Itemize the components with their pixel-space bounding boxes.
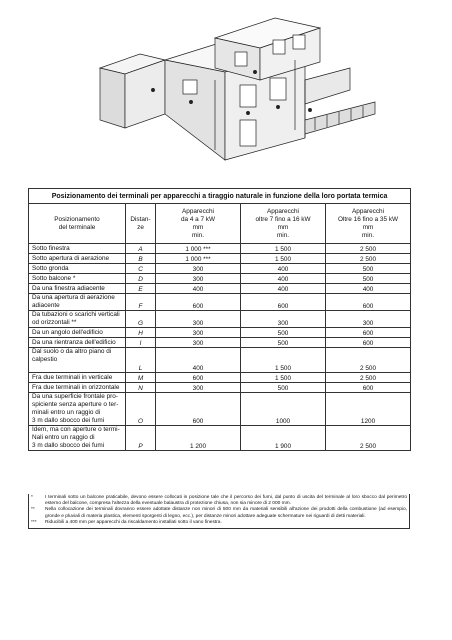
position-cell: Sotto balcone * [29, 274, 126, 284]
distance-cell: O [126, 393, 156, 426]
header-cell-line: min. [361, 231, 375, 239]
footnote-text: Riducibili a 400 mm per apparecchi da riscaldamento installati sotto il vano finestra. [45, 519, 222, 525]
position-cell: Dal suolo o da altro piano di calpestio [29, 348, 126, 373]
table-row [29, 294, 411, 311]
value-cell: 600 [326, 383, 411, 393]
value-cell: 300 [156, 264, 241, 274]
table-row [29, 373, 411, 383]
footnote [31, 520, 407, 526]
distance-cell: H [126, 328, 156, 338]
distance-cell: P [126, 426, 156, 451]
value-cell: 300 [326, 311, 411, 328]
value-cell: 2 500 [326, 426, 411, 451]
header-cell-line: Distan- [130, 215, 151, 223]
value-cell: 1000 [241, 393, 326, 426]
header-cell-line: min. [276, 231, 290, 239]
distance-cell: I [126, 338, 156, 348]
header-cell [29, 204, 126, 244]
table-row [29, 383, 411, 393]
distance-cell: A [126, 244, 156, 254]
table-title: Posizionamento dei terminali per apparecchi a tiraggio naturale in funzione della loro portata termica [29, 189, 411, 204]
value-cell: 500 [241, 338, 326, 348]
footnote [31, 507, 407, 519]
value-cell: 300 [241, 311, 326, 328]
terminal-position-table [28, 188, 411, 451]
header-cell-line: min. [191, 231, 205, 239]
distance-cell: B [126, 254, 156, 264]
footnote-mark: * [31, 495, 33, 500]
distance-cell: G [126, 311, 156, 328]
value-cell: 300 [156, 274, 241, 284]
distance-cell: F [126, 294, 156, 311]
position-cell: Da una apertura di aerazione adiacente [29, 294, 126, 311]
value-cell: 1 000 *** [156, 254, 241, 264]
header-cell-line: Oltre 16 fino a 35 kW [338, 215, 399, 223]
value-cell: 600 [326, 328, 411, 338]
value-cell: 2 500 [326, 373, 411, 383]
position-cell: Fra due terminali in verticale [29, 373, 126, 383]
position-cell: Sotto apertura di aerazione [29, 254, 126, 264]
building-illustration [95, 10, 380, 178]
table-row [29, 328, 411, 338]
header-cell [126, 204, 156, 244]
distance-cell: D [126, 274, 156, 284]
header-cell [326, 204, 411, 244]
value-cell: 500 [241, 383, 326, 393]
table-row [29, 284, 411, 294]
position-cell: Da una superficie frontale pro- spiciente senza aperture o ter- minali entro un raggio di 3 m dallo sbocco dei fumi [29, 393, 126, 426]
value-cell: 1 500 [241, 244, 326, 254]
value-cell: 400 [156, 284, 241, 294]
header-cell-line: Apparecchi [182, 207, 214, 215]
header-cell-line: da 4 a 7 kW [180, 215, 216, 223]
value-cell: 300 [156, 328, 241, 338]
position-cell: Da tubazioni o scarichi verticali od orizzontali ** [29, 311, 126, 328]
value-cell: 600 [241, 294, 326, 311]
distance-cell: M [126, 373, 156, 383]
value-cell: 500 [326, 264, 411, 274]
value-cell: 400 [156, 348, 241, 373]
value-cell: 500 [241, 328, 326, 338]
footnote [31, 495, 407, 507]
header-cell-line: Apparecchi [352, 207, 385, 215]
header-cell-line: oltre 7 fino a 16 kW [255, 215, 311, 223]
value-cell: 2 500 [326, 244, 411, 254]
table-row [29, 264, 411, 274]
value-cell: 1 500 [241, 254, 326, 264]
table-row [29, 348, 411, 373]
header-cell-line: del terminale [58, 223, 96, 231]
header-cell-line: Apparecchi [267, 207, 299, 215]
table-row [29, 274, 411, 284]
footnote-mark: *** [31, 519, 37, 525]
position-cell: Da una finestra adiacente [29, 284, 126, 294]
table-row [29, 393, 411, 426]
footnotes [28, 494, 410, 529]
value-cell: 400 [326, 284, 411, 294]
distance-cell: E [126, 284, 156, 294]
value-cell: 2 500 [326, 348, 411, 373]
table-row [29, 244, 411, 254]
value-cell: 600 [326, 294, 411, 311]
value-cell: 600 [156, 294, 241, 311]
distance-cell: L [126, 348, 156, 373]
position-cell: Idem, ma con aperture o termi- Nali entro un raggio di 3 m dallo sbocco dei fumi [29, 426, 126, 451]
value-cell: 1 900 [241, 426, 326, 451]
header-cell-line: mm [362, 223, 374, 231]
value-cell: 300 [156, 383, 241, 393]
header-cell-line: Posizionamento [54, 215, 100, 223]
header-cell-line: ze [137, 223, 144, 231]
footnote-mark: ** [31, 507, 35, 513]
value-cell: 1 200 [156, 426, 241, 451]
value-cell: 1 500 [241, 348, 326, 373]
header-cell [241, 204, 326, 244]
table-body [29, 244, 411, 451]
value-cell: 300 [156, 338, 241, 348]
position-cell: Da un angolo dell'edificio [29, 328, 126, 338]
position-cell: Sotto gronda [29, 264, 126, 274]
table-row [29, 426, 411, 451]
value-cell: 1200 [326, 393, 411, 426]
position-cell: Da una rientranza dell'edificio [29, 338, 126, 348]
value-cell: 300 [156, 311, 241, 328]
value-cell: 1 500 [241, 373, 326, 383]
value-cell: 2 500 [326, 254, 411, 264]
position-cell: Sotto finestra [29, 244, 126, 254]
value-cell: 600 [156, 373, 241, 383]
footnote-text: I terminali sotto un balcone praticabile, devono essere collocati in posizione tale che il percorso dei fumi, dal punto di uscita del terminale al loro sbocco dal perimetro esterno del balcone, compresa l'altezza della eventuale balaustra di protezione chiusa, non sia minore di 2 000 mm. [45, 495, 407, 507]
value-cell: 400 [241, 264, 326, 274]
value-cell: 400 [241, 274, 326, 284]
value-cell: 400 [241, 284, 326, 294]
distance-cell: N [126, 383, 156, 393]
table-header-row [29, 204, 411, 244]
value-cell: 600 [326, 338, 411, 348]
table-row [29, 311, 411, 328]
value-cell: 500 [326, 274, 411, 284]
header-cell [156, 204, 241, 244]
footnote-text: Nella collocazione dei terminali dovranno essere adottate distanze non minori di 500 mm da materiali sensibili all'azione dei prodotti della combustione (ad esempio, gronde e pluviali di materia plastica, elementi sporgenti di legno, ecc.), per distanze minori adottare adeguate schermature nei riguardi di detti materiali. [45, 507, 407, 519]
value-cell: 1 000 *** [156, 244, 241, 254]
header-cell-line: mm [192, 223, 204, 231]
table-row [29, 254, 411, 264]
table-row [29, 338, 411, 348]
header-cell-line: mm [277, 223, 289, 231]
value-cell: 600 [156, 393, 241, 426]
position-cell: Fra due terminali in orizzontale [29, 383, 126, 393]
distance-cell: C [126, 264, 156, 274]
